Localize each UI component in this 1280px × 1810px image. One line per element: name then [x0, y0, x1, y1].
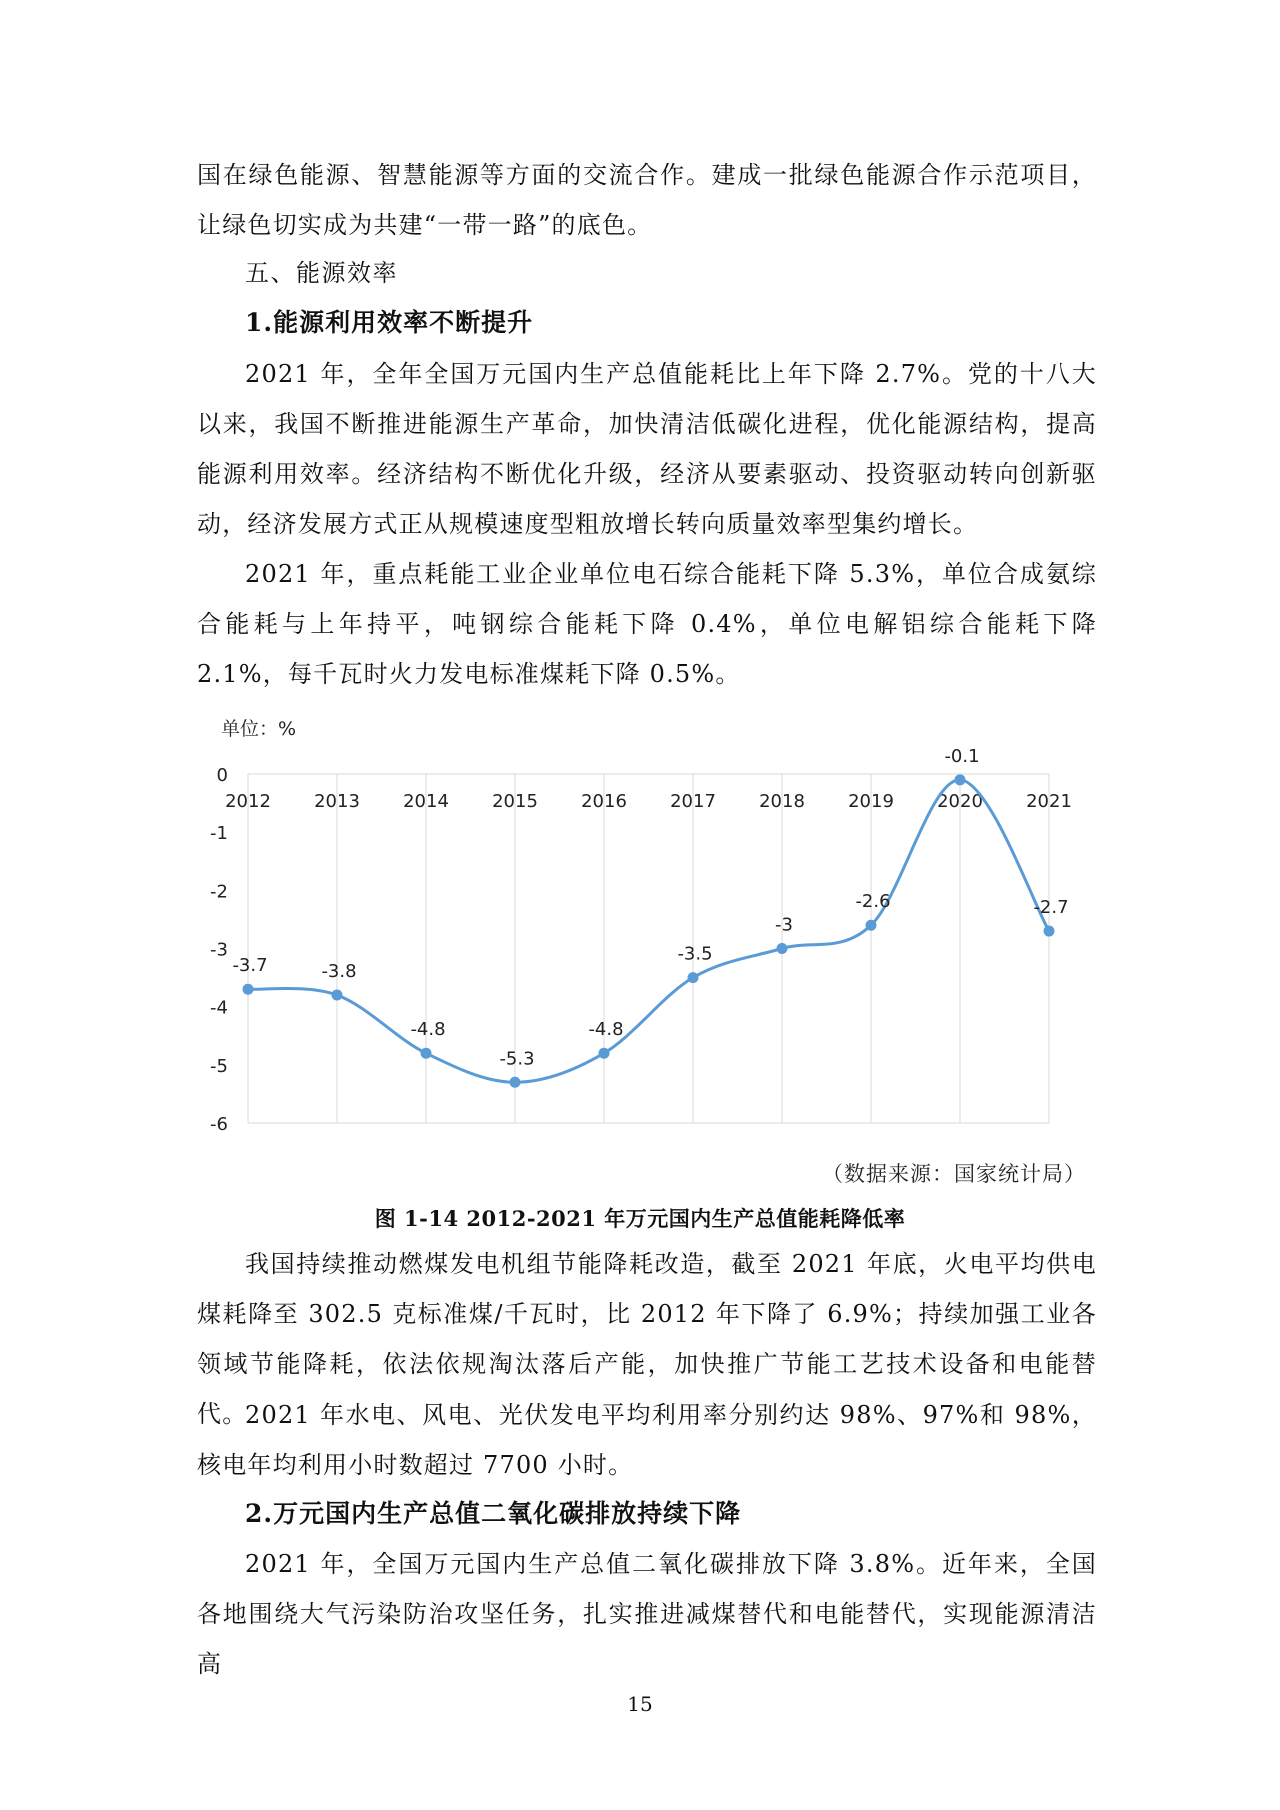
data-label: -3: [775, 914, 793, 936]
paragraph-utilization-rate: 2021 年水电、风电、光伏发电平均利用率分别约达 98%、97%和 98%，核电年均利用小时数超过 7700 小时。: [197, 1401, 1097, 1479]
data-point: [688, 972, 699, 983]
y-tick-label: 0: [216, 765, 228, 786]
data-point: [1044, 926, 1055, 937]
data-label: -0.1: [944, 745, 980, 767]
data-label: -3.5: [677, 943, 713, 965]
x-category-label: 2016: [581, 791, 627, 812]
data-point: [866, 920, 877, 931]
x-category-label: 2012: [225, 791, 271, 812]
energy-intensity-line-chart: [200, 714, 1080, 1144]
section-title: 五、能源效率: [245, 259, 398, 287]
y-tick-label: -1: [210, 823, 228, 845]
paragraph-continuation: 国在绿色能源、智慧能源等方面的交流合作。建成一批绿色能源合作示范项目，让绿色切实成为共建“一带一路”的底色。: [197, 161, 1097, 239]
data-point: [421, 1048, 432, 1059]
paragraph-coal-power: 我国持续推动燃煤发电机组节能降耗改造，截至 2021 年底，火电平均供电煤耗降至 302.5 克标准煤/千瓦时，比 2012 年下降了 6.9%；持续加强工业各领域节能降耗，依法依规淘汰落后产能，加快推广节能工艺技术设备和电能替代。: [197, 1250, 1097, 1428]
x-category-label: 2013: [314, 791, 360, 812]
y-tick-label: -3: [210, 939, 228, 961]
data-label: -3.7: [232, 955, 268, 977]
data-point: [599, 1048, 610, 1059]
data-label: -2.7: [1033, 897, 1069, 919]
paragraph-co2-decline: 2021 年，全国万元国内生产总值二氧化碳排放下降 3.8%。近年来，全国各地围绕大气污染防治攻坚任务，扎实推进减煤替代和电能替代，实现能源清洁高: [197, 1550, 1097, 1678]
x-category-label: 2017: [670, 791, 716, 812]
y-tick-label: -4: [210, 997, 228, 1019]
x-category-label: 2021: [1026, 791, 1072, 812]
data-label: -4.8: [410, 1019, 446, 1041]
x-category-label: 2015: [492, 791, 538, 812]
x-category-label: 2014: [403, 791, 449, 812]
data-point: [510, 1077, 521, 1088]
paragraph-energy-consumption: 2021 年，全年全国万元国内生产总值能耗比上年下降 2.7%。党的十八大以来，我国不断推进能源生产革命，加快清洁低碳化进程，优化能源结构，提高能源利用效率。经济结构不断优化升级，经济从要素驱动、投资驱动转向创新驱动，经济发展方式正从规模速度型粗放增长转向质量效率型集约增长。: [197, 360, 1097, 538]
y-tick-label: -6: [210, 1114, 228, 1135]
figure-caption: 图 1-14 2012-2021 年万元国内生产总值能耗降低率: [374, 1206, 906, 1231]
data-label: -4.8: [588, 1019, 624, 1041]
subheading-energy-efficiency: 1.能源利用效率不断提升: [245, 308, 534, 337]
data-label: -5.3: [499, 1048, 535, 1070]
series-line: [248, 780, 1049, 1082]
paragraph-industry-consumption: 2021 年，重点耗能工业企业单位电石综合能耗下降 5.3%，单位合成氨综合能耗与上年持平，吨钢综合能耗下降 0.4%，单位电解铝综合能耗下降 2.1%，每千瓦时火力发电标准煤耗下降 0.5%。: [197, 560, 1097, 688]
page-number: 15: [627, 1692, 653, 1716]
data-point: [243, 984, 254, 995]
subheading-co2-emission: 2.万元国内生产总值二氧化碳排放持续下降: [245, 1499, 742, 1528]
data-source-note: （数据来源：国家统计局）: [822, 1162, 1086, 1186]
x-category-label: 2020: [937, 791, 983, 812]
data-point: [332, 990, 343, 1001]
data-point: [777, 943, 788, 954]
y-tick-label: -5: [210, 1055, 228, 1077]
data-label: -2.6: [855, 891, 891, 913]
data-label: -3.8: [321, 961, 357, 983]
x-category-label: 2019: [848, 791, 894, 812]
x-category-label: 2018: [759, 791, 805, 812]
y-tick-label: -2: [210, 881, 228, 903]
data-point: [955, 774, 966, 785]
chart-unit-label: 单位：%: [221, 718, 297, 740]
